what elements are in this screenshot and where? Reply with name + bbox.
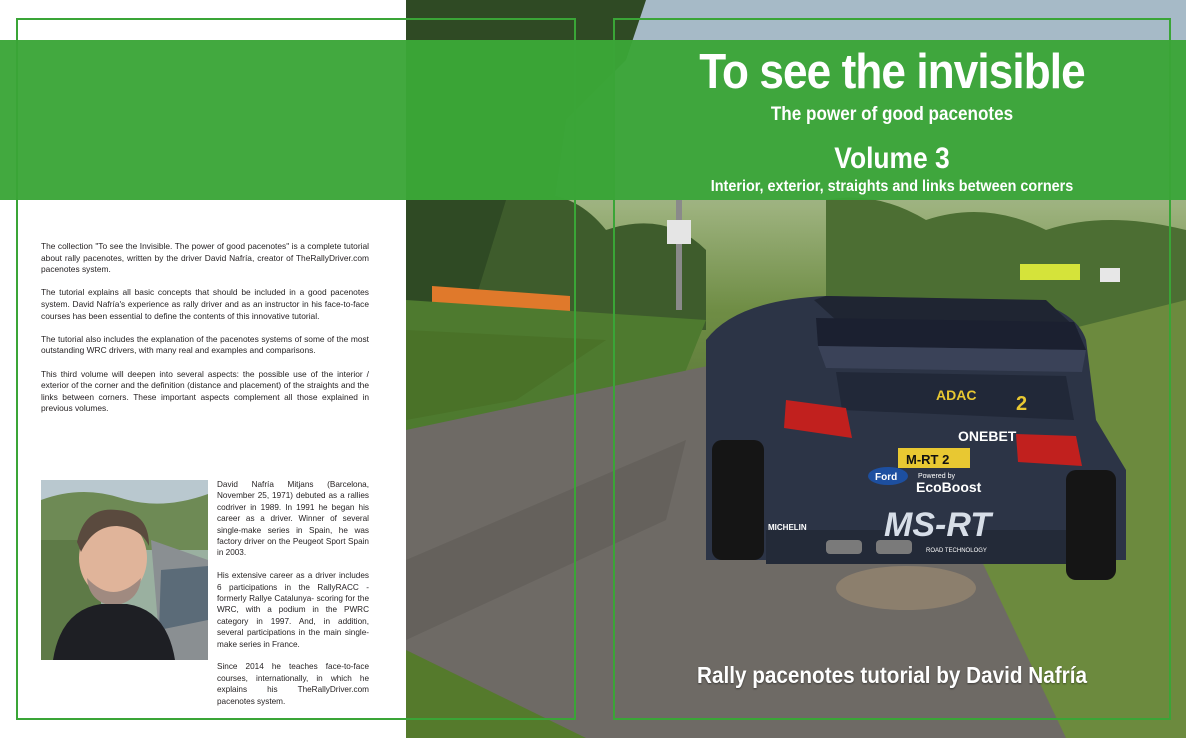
description-paragraph: The tutorial explains all basic concepts that should be included in a good pacenotes system. David Nafría's experience as rally driver and as an instructor in his face-to-face courses has been essential to define the contents of this innovative tutorial.	[41, 287, 369, 321]
livery-road-technology: ROAD TECHNOLOGY	[926, 548, 987, 554]
livery-onebet: ONEBET	[958, 428, 1017, 444]
livery-msrt: MS-RT	[884, 506, 992, 544]
description-paragraph: The tutorial also includes the explanation of the pacenotes systems of some of the most outstanding WRC drivers, with many real and examples and comparisons.	[41, 333, 369, 356]
cover-title-block	[613, 40, 1171, 200]
title-band-overlay	[406, 40, 613, 200]
author-portrait	[41, 480, 208, 660]
livery-adac: ADAC	[936, 387, 977, 403]
bio-paragraph: Since 2014 he teaches face-to-face courses, internationally, in which he explains his TheRallyDriver.com pacenotes system.	[217, 662, 369, 706]
description-paragraph: The collection "To see the Invisible. The power of good pacenotes" is a complete tutorial about rally pacenotes, written by the driver David Nafría, creator of TheRallyDriver.com pacenotes system.	[41, 241, 369, 275]
back-cover-description	[41, 241, 369, 427]
bio-paragraph: David Nafría Mitjans (Barcelona, November 25, 1971) debuted as a rallies codriver in 1989. In 1991 he began his career as a driver. Winner of several single-make series in Spain, he was factory driver on the Peugeot Sport Spain in 2003.	[217, 480, 369, 558]
livery-powered-by: Powered by	[918, 473, 955, 480]
author-bio	[217, 479, 369, 718]
livery-michelin: MICHELIN	[768, 523, 807, 532]
author-credit: Rally pacenotes tutorial by David Nafría	[697, 662, 1087, 688]
book-title: To see the invisible	[699, 45, 1085, 99]
book-subtitle: The power of good pacenotes	[770, 104, 1014, 125]
livery-number: 2	[1016, 393, 1028, 415]
volume-subtitle: Interior, exterior, straights and links between corners	[710, 178, 1074, 195]
livery-plate: M-RT 2	[906, 452, 950, 467]
bio-paragraph: His extensive career as a driver includes 6 participations in the RallyRACC - formerly Rallye Catalunya- scoring for the WRC, with a podium in the PWRC category in 1997. And, in addition, several participations in the main single-make series in France.	[217, 571, 369, 649]
livery-ford: Ford	[875, 472, 898, 483]
description-paragraph: This third volume will deepen into several aspects: the possible use of the interior / exterior of the corner and the definition (distance and placement) of the straights and the links between corners. These important aspects complement all those explained in previous volumes.	[41, 368, 369, 414]
livery-ecoboost: EcoBoost	[916, 479, 982, 495]
volume-label: Volume 3	[834, 142, 950, 175]
